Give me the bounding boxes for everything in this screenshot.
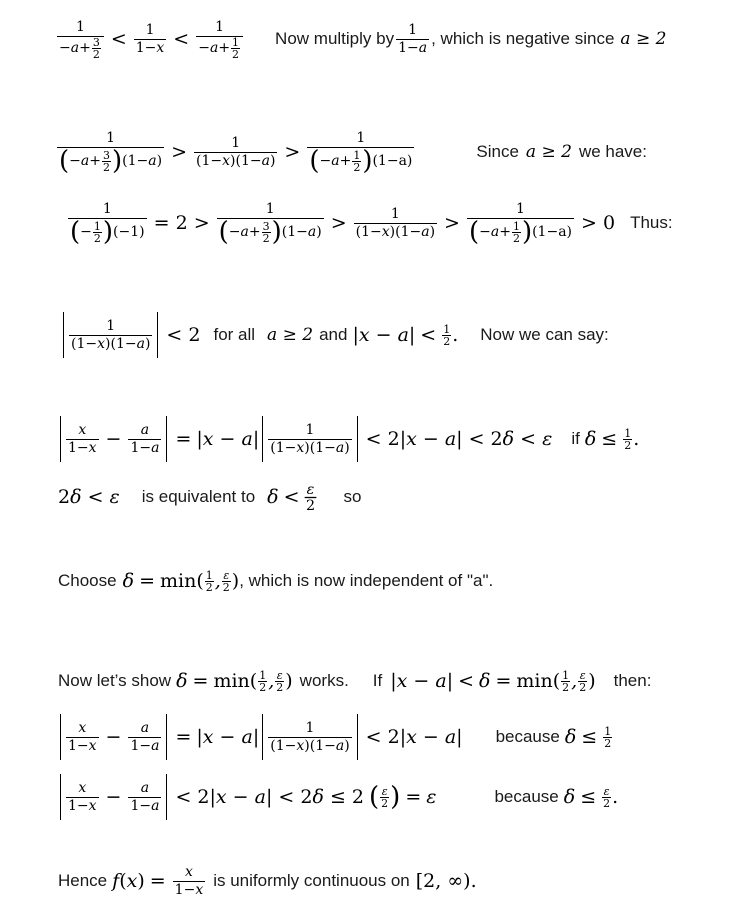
text: then: bbox=[613, 671, 652, 690]
line-2: 1 ( − a + 3 2 ) (1− a ) > 1 (1− x )(1− a ) > 1 ( − a + 1 2 ) (1−a) Since a ≥ 2 we have: bbox=[59, 130, 647, 176]
fraction: 1 (1− x )(1− a ) bbox=[270, 719, 350, 754]
line-11: Hence f(x) = x 1− x is uniformly continuous on [2, ∞). bbox=[58, 863, 477, 898]
fraction: x 1− x bbox=[174, 863, 204, 898]
text: for all bbox=[213, 325, 256, 344]
fraction: x 1− x bbox=[68, 719, 97, 754]
text: is equivalent to bbox=[141, 487, 256, 506]
fraction: 1 (1− x )(1− a ) bbox=[196, 134, 276, 169]
text: works. bbox=[299, 671, 349, 690]
fraction: 1 − a + 1 2 bbox=[196, 19, 243, 60]
text: Choose bbox=[58, 571, 117, 590]
text: is uniformly continuous on bbox=[213, 871, 410, 890]
fraction: 1 (1− x )(1− a ) bbox=[270, 421, 350, 456]
fraction: 1 1− a bbox=[398, 21, 428, 56]
fraction: x 1− x bbox=[68, 779, 97, 814]
fraction: a 1− a bbox=[130, 421, 160, 456]
text: we have: bbox=[578, 142, 647, 161]
text: because bbox=[495, 727, 560, 746]
condition: a ≥ 2 bbox=[267, 325, 314, 345]
text: Hence bbox=[58, 871, 108, 890]
text: , which is negative since bbox=[431, 29, 615, 48]
fraction: 1 ( − a + 1 2 ) (1−a) bbox=[468, 201, 573, 247]
fraction: a 1− a bbox=[130, 779, 160, 814]
line-8: Now let’s show δ = min( 1 2 , ε 2 ) works. If |x − a| < δ = min( 1 2 , ε 2 ) then: bbox=[58, 668, 652, 694]
fraction: 1 ( − a + 3 2 ) (1− a ) bbox=[218, 201, 322, 247]
fraction: 1 (1− x )(1− a ) bbox=[355, 205, 436, 240]
text: Now we can say: bbox=[480, 325, 609, 344]
line-7: Choose δ = min( 1 2 , ε 2 ) , which is now independent of "a". bbox=[58, 568, 494, 594]
line-6: 2δ < ε is equivalent to δ < ε 2 so bbox=[58, 480, 362, 514]
text: if bbox=[571, 429, 580, 448]
fraction: 1 (1− x )(1− a ) bbox=[71, 317, 151, 352]
text: and bbox=[319, 325, 348, 344]
fraction: 1 1− x bbox=[135, 21, 165, 56]
text: , which is now independent of "a". bbox=[239, 571, 494, 590]
fraction: 1 ( − a + 3 2 ) (1− a ) bbox=[59, 130, 163, 176]
text: Since bbox=[476, 142, 519, 161]
fraction: a 1− a bbox=[130, 719, 160, 754]
line-10: x 1− x − a 1− a < 2|x − a| < 2δ ≤ 2 ( ε 2 ) = ε because δ ≤ $\frac{\varepsilon}{2}$ . bbox=[57, 774, 618, 820]
condition: a ≥ 2 bbox=[620, 29, 667, 49]
text: Thus: bbox=[630, 213, 673, 232]
line-3: 1 ( − 1 2 ) (−1) = 2 > 1 ( − a + 3 2 ) (1− a ) > 1 (1− x )(1− a ) > 1 ( − a + 1 2 ) (1−a) > 0 Thus: bbox=[70, 201, 673, 247]
text: because bbox=[494, 787, 559, 806]
fraction: 1 − a + 3 2 bbox=[57, 19, 104, 60]
text: Now let’s show bbox=[58, 671, 172, 690]
text: Now multiply by bbox=[275, 29, 395, 48]
interval: [2, ∞). bbox=[415, 870, 477, 892]
condition: a ≥ 2 bbox=[525, 142, 572, 162]
fraction: 1 ( − a + 1 2 ) (1−a) bbox=[309, 130, 413, 176]
line-5: x 1− x − a 1− a = |x − a| 1 (1− x )(1− a ) < 2|x − a| < 2δ < ε if δ ≤ $\frac{1}{2}$ . bbox=[57, 416, 639, 462]
line-9: x 1− x − a 1− a = |x − a| 1 (1− x )(1− a ) < 2|x − a| because δ ≤ $\frac{1}{2}$ bbox=[57, 714, 613, 760]
text: If bbox=[372, 671, 383, 690]
line-4: 1 (1− x )(1− a ) < 2 for all a ≥ 2 and |x − a| < 1 2 . Now we can say: bbox=[60, 312, 609, 358]
line-1: 1 − a + 3 2 < 1 1− x < 1 − a + 1 2 Now multiply by 1 1− a , which is negative since a ≥ 2 bbox=[59, 18, 667, 61]
text: so bbox=[343, 487, 362, 506]
fraction: 1 ( − 1 2 ) (−1) bbox=[70, 201, 145, 247]
fraction: x 1− x bbox=[68, 421, 97, 456]
